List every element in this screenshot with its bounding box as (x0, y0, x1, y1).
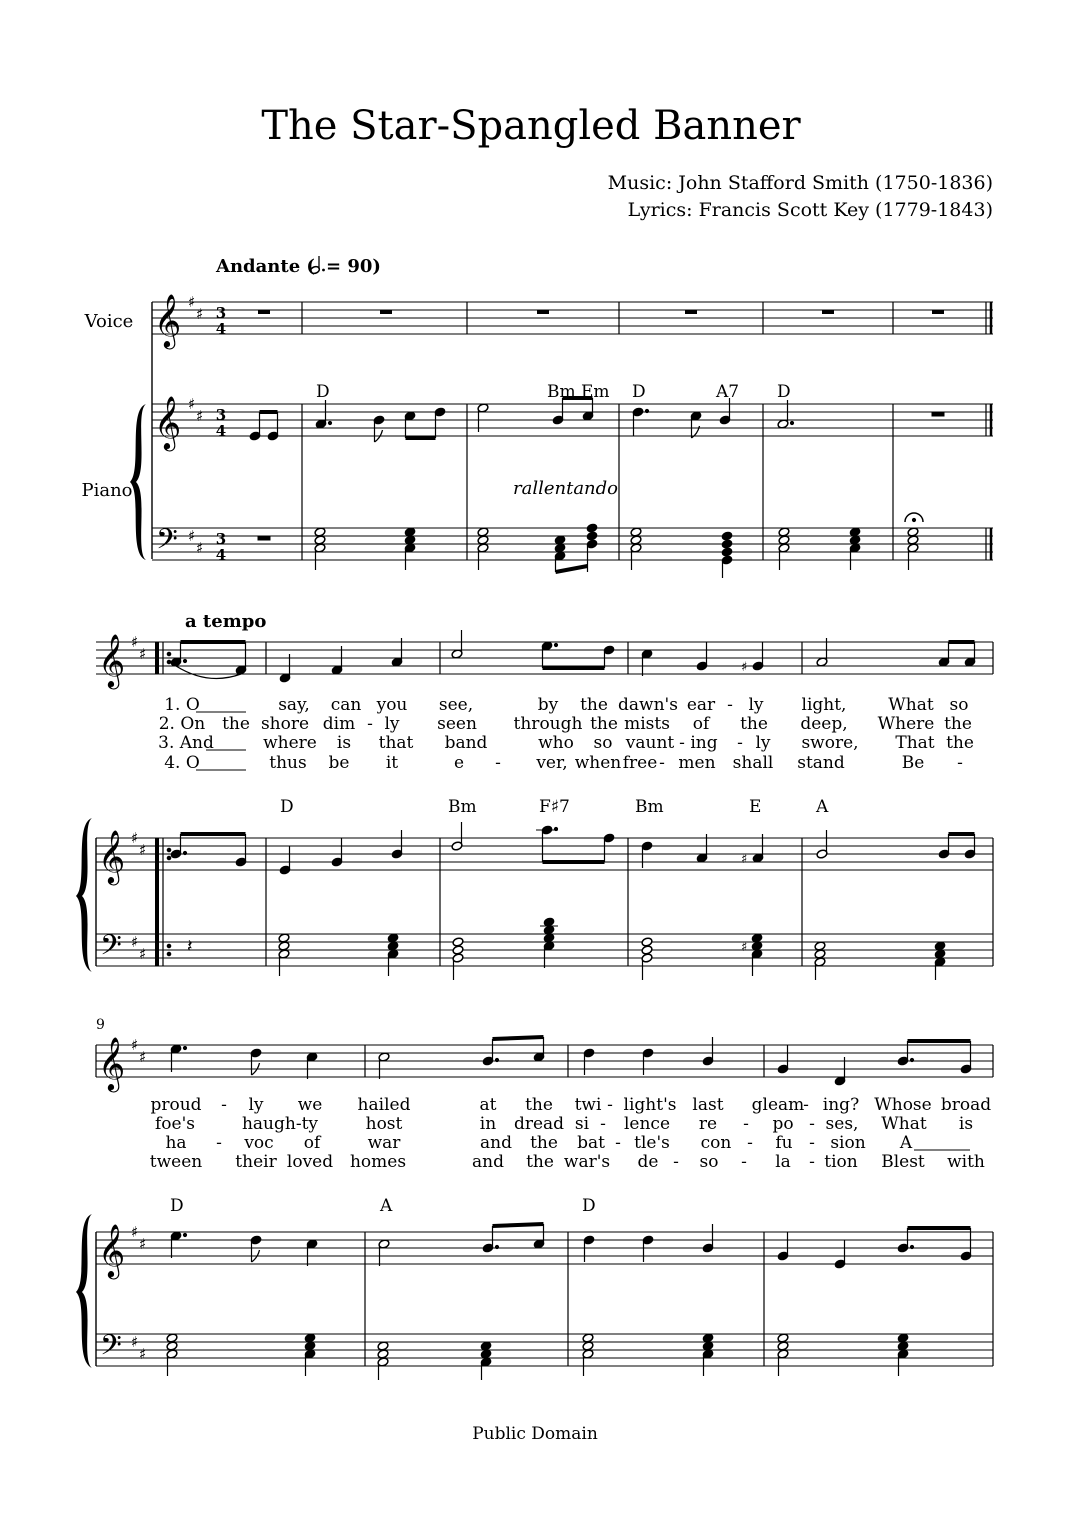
svg-text:♯: ♯ (741, 940, 748, 955)
svg-text:dread: dread (513, 1114, 565, 1134)
svg-text:you: you (376, 695, 408, 715)
system-1 (130, 293, 993, 578)
chord-symbols (170, 1196, 596, 1216)
measure-number: 9 (96, 1017, 105, 1033)
treble-clef-icon: 𝄞 (98, 829, 126, 883)
svg-text:-: - (615, 1133, 621, 1153)
license-footer: Public Domain (472, 1424, 598, 1444)
quarter-rest-icon: 𝄽 (187, 936, 193, 957)
svg-text:is: is (958, 1114, 974, 1134)
svg-text:ing?: ing? (822, 1095, 860, 1115)
svg-text:Blest: Blest (881, 1152, 925, 1172)
lyricist-credit: Lyrics: Francis Scott Key (1779-1843) (627, 199, 993, 221)
chord-symbols (316, 382, 791, 402)
svg-text:-: - (809, 1114, 815, 1134)
svg-text:♯: ♯ (131, 633, 139, 651)
svg-text:their: their (235, 1152, 277, 1172)
svg-text:4: 4 (215, 422, 227, 440)
svg-text:3. And: 3. And (158, 733, 214, 753)
svg-text:gleam: gleam (751, 1095, 805, 1115)
lyrics-system-3 (150, 1095, 991, 1172)
svg-text:That: That (895, 733, 935, 753)
lyric-verse-2 (155, 1114, 973, 1134)
svg-text:band: band (444, 733, 488, 753)
svg-text:-: - (727, 695, 733, 715)
expression-a-tempo: a tempo (185, 611, 267, 632)
svg-text:-: - (747, 1133, 753, 1153)
chord-symbols (280, 797, 829, 817)
chord-symbol: A (380, 1196, 393, 1216)
svg-text:in: in (479, 1114, 497, 1134)
svg-text:-: - (803, 1095, 809, 1115)
chord-symbol: D (170, 1196, 184, 1216)
svg-text:can: can (330, 695, 362, 715)
svg-text:ly: ly (755, 733, 771, 753)
svg-text:po: po (772, 1114, 794, 1134)
lyric-verse-1 (150, 1095, 991, 1115)
svg-text:la: la (775, 1152, 791, 1172)
svg-text:the: the (525, 1095, 553, 1115)
voice-notes (170, 630, 976, 683)
svg-text:we: we (297, 1095, 323, 1115)
svg-text:haugh-ty: haugh-ty (241, 1114, 319, 1134)
svg-text:ver,: ver, (536, 753, 568, 773)
treble-clef-icon: 𝄞 (98, 633, 126, 687)
svg-text:1. O: 1. O (164, 695, 200, 715)
svg-text:-: - (743, 1114, 749, 1134)
svg-text:♯: ♯ (139, 1235, 147, 1253)
svg-text:♯: ♯ (196, 539, 204, 557)
svg-text:when: when (574, 753, 622, 773)
chord-symbol: D (582, 1196, 596, 1216)
barlines (266, 642, 993, 966)
svg-text:proud: proud (150, 1095, 202, 1115)
svg-text:shall: shall (732, 753, 774, 773)
svg-text:broad: broad (940, 1095, 992, 1115)
svg-text:light,: light, (801, 695, 847, 715)
svg-text:who: who (538, 733, 574, 753)
piano-treble-staff (96, 838, 993, 870)
piano-lh-notes (258, 513, 923, 578)
svg-text:the: the (944, 714, 972, 734)
svg-text:♯: ♯ (131, 1333, 139, 1351)
slur (176, 666, 241, 679)
svg-text:-: - (216, 1133, 222, 1153)
piano-brace (76, 818, 92, 972)
svg-text:by: by (537, 695, 559, 715)
svg-text:be: be (328, 753, 350, 773)
chord-symbol: A7 (716, 382, 740, 402)
svg-text:What: What (881, 1114, 927, 1134)
svg-text:homes: homes (349, 1152, 407, 1172)
instrument-name-piano: Piano (81, 480, 133, 501)
svg-text:3: 3 (215, 406, 227, 424)
svg-text:hailed: hailed (357, 1095, 411, 1115)
treble-clef-icon: 𝄞 (98, 1036, 126, 1090)
lh-chord (314, 527, 326, 570)
repeat-start-barline (157, 642, 171, 966)
svg-text:-: - (679, 733, 685, 753)
svg-text:ly: ly (384, 714, 400, 734)
svg-text:the: the (740, 714, 768, 734)
barlines (365, 1045, 993, 1366)
svg-text:♯: ♯ (741, 660, 748, 675)
svg-text:♯: ♯ (131, 933, 139, 951)
svg-text:Be: Be (901, 753, 925, 773)
bass-clef-icon: 𝄢 (100, 929, 122, 969)
chord-symbol: D (316, 382, 330, 402)
piano-treble-staff (96, 1232, 993, 1264)
svg-text:so: so (699, 1152, 719, 1172)
svg-text:host: host (365, 1114, 403, 1134)
piano-rh-notes (170, 1224, 972, 1269)
score-title: The Star-Spangled Banner (261, 103, 801, 149)
svg-text:ly: ly (748, 695, 764, 715)
svg-text:the: the (946, 733, 974, 753)
svg-text:♯: ♯ (139, 645, 147, 663)
svg-text:-: - (600, 1114, 606, 1134)
svg-text:dawn's: dawn's (618, 695, 678, 715)
svg-text:de: de (637, 1152, 659, 1172)
chord-symbol: D (280, 797, 294, 817)
svg-text:of: of (303, 1133, 321, 1153)
svg-text:free: free (622, 753, 658, 773)
svg-text:sion: sion (830, 1133, 866, 1153)
svg-text:last: last (692, 1095, 724, 1115)
piano-lh-notes (187, 917, 946, 980)
piano-brace (76, 1214, 92, 1368)
svg-text:ing: ing (690, 733, 718, 753)
lyric-verse-1 (164, 695, 968, 715)
svg-text:stand: stand (797, 753, 845, 773)
chord-symbol: F♯7 (539, 797, 570, 817)
svg-text:2. On: 2. On (158, 714, 206, 734)
svg-text:A: A (899, 1133, 913, 1153)
svg-text:where: where (263, 733, 317, 753)
key-signature (131, 633, 146, 963)
svg-text:♯: ♯ (188, 527, 196, 545)
bass-clef-icon: 𝄢 (156, 523, 178, 563)
tempo-label: Andante ( (216, 256, 315, 277)
tempo-bpm: = 90) (326, 256, 381, 277)
svg-text:deep,: deep, (800, 714, 848, 734)
svg-text:war: war (367, 1133, 401, 1153)
svg-text:-: - (659, 753, 665, 773)
key-signature (188, 293, 203, 557)
chord-symbol: D (632, 382, 646, 402)
svg-text:-: - (607, 1095, 613, 1115)
svg-text:Whose: Whose (874, 1095, 932, 1115)
svg-text:♯: ♯ (131, 829, 139, 847)
chord-symbol: A (816, 797, 829, 817)
svg-text:say,: say, (278, 695, 310, 715)
svg-text:Where: Where (877, 714, 935, 734)
svg-text:♯: ♯ (139, 841, 147, 859)
svg-text:3: 3 (215, 304, 227, 322)
svg-text:fu: fu (775, 1133, 793, 1153)
treble-clef-icon: 𝄞 (154, 293, 182, 347)
svg-text:the: the (222, 714, 250, 734)
chord-symbol: Bm (635, 797, 664, 817)
svg-text:that: that (378, 733, 414, 753)
svg-text:♯: ♯ (741, 852, 748, 867)
svg-text:it: it (385, 753, 399, 773)
svg-text:3: 3 (215, 530, 227, 548)
voice-notes (170, 1037, 972, 1086)
svg-text:tion: tion (824, 1152, 858, 1172)
svg-text:seen: seen (437, 714, 477, 734)
expression-rallentando: rallentando (513, 478, 619, 499)
voice-rests (258, 310, 944, 314)
piano-brace (130, 404, 146, 560)
svg-text:of: of (692, 714, 710, 734)
svg-text:the: the (590, 714, 618, 734)
svg-text:bat: bat (577, 1133, 605, 1153)
svg-text:♯: ♯ (131, 1036, 139, 1054)
svg-text:the: the (526, 1152, 554, 1172)
svg-text:foe's: foe's (155, 1114, 195, 1134)
svg-text:and: and (480, 1133, 512, 1153)
piano-treble-staff (152, 404, 993, 436)
svg-text:mists: mists (624, 714, 670, 734)
svg-text:tle's: tle's (634, 1133, 670, 1153)
piano-bass-staff (152, 528, 993, 560)
system-2 (76, 611, 993, 980)
bass-clef-icon: 𝄢 (100, 1329, 122, 1369)
svg-text:-: - (495, 753, 501, 773)
svg-text:4. O: 4. O (164, 753, 200, 773)
svg-text:ear: ear (686, 695, 716, 715)
svg-text:the: the (530, 1133, 558, 1153)
svg-text:lence: lence (623, 1114, 671, 1134)
voice-staff (152, 302, 993, 334)
lyric-verse-2 (159, 714, 972, 734)
svg-text:♯: ♯ (188, 395, 196, 413)
svg-text:-: - (221, 1095, 227, 1115)
svg-text:is: is (336, 733, 352, 753)
lyric-verse-3 (158, 733, 974, 753)
svg-text:so: so (593, 733, 613, 753)
svg-text:vaunt: vaunt (625, 733, 675, 753)
svg-text:♯: ♯ (196, 305, 204, 323)
svg-text:swore,: swore, (801, 733, 859, 753)
composer-credit: Music: John Stafford Smith (1750-1836) (607, 172, 993, 194)
svg-text:-: - (673, 1152, 679, 1172)
svg-text:ly: ly (248, 1095, 264, 1115)
svg-text:si: si (574, 1114, 590, 1134)
svg-text:light's: light's (623, 1095, 677, 1115)
svg-text:-: - (737, 733, 743, 753)
svg-text:the: the (580, 695, 608, 715)
piano-lh-notes (166, 1333, 909, 1380)
instrument-name-voice: Voice (84, 311, 134, 332)
svg-text:♯: ♯ (139, 945, 147, 963)
svg-text:-: - (367, 714, 373, 734)
svg-text:e: e (453, 753, 465, 773)
svg-text:voc: voc (244, 1133, 274, 1153)
piano-bass-staff (96, 1334, 993, 1366)
svg-text:What: What (888, 695, 934, 715)
svg-text:see,: see, (438, 695, 474, 715)
svg-text:♯: ♯ (196, 407, 204, 425)
svg-text:con: con (700, 1133, 732, 1153)
svg-text:twi: twi (574, 1095, 602, 1115)
lyric-verse-3 (165, 1133, 970, 1153)
svg-text:men: men (678, 753, 716, 773)
treble-clef-icon: 𝄞 (154, 395, 182, 449)
treble-clef-icon: 𝄞 (98, 1223, 126, 1277)
svg-text:war's: war's (563, 1152, 611, 1172)
svg-text:-: - (741, 1152, 747, 1172)
chord-symbol: Bm (547, 382, 576, 402)
svg-text:so: so (949, 695, 969, 715)
svg-text:tween: tween (149, 1152, 203, 1172)
chord-symbol: E (749, 797, 762, 817)
lyric-verse-4 (150, 1152, 985, 1172)
svg-text:4: 4 (215, 320, 227, 338)
lyric-verse-4 (164, 753, 963, 773)
lyrics-system-2 (158, 695, 974, 773)
svg-text:shore: shore (260, 714, 310, 734)
svg-text:♯: ♯ (139, 1048, 147, 1066)
svg-text:♯: ♯ (131, 1223, 139, 1241)
svg-text:and: and (472, 1152, 504, 1172)
svg-text:dim: dim (322, 714, 356, 734)
svg-text:loved: loved (286, 1152, 334, 1172)
key-signature (131, 1036, 146, 1363)
tempo-marking (215, 256, 381, 277)
svg-text:thus: thus (269, 753, 307, 773)
voice-staff (96, 1045, 993, 1077)
time-signature (216, 304, 226, 564)
svg-text:♯: ♯ (139, 1345, 147, 1363)
svg-text:at: at (479, 1095, 497, 1115)
svg-text:ha: ha (165, 1133, 187, 1153)
piano-rh-notes (170, 822, 976, 875)
chord-symbol: Em (581, 382, 610, 402)
system-3 (76, 1017, 993, 1380)
svg-text:♯: ♯ (188, 293, 196, 311)
svg-text:-: - (809, 1152, 815, 1172)
svg-text:with: with (947, 1152, 985, 1172)
svg-text:-: - (957, 753, 963, 773)
svg-text:re: re (698, 1114, 718, 1134)
svg-text:4: 4 (215, 546, 227, 564)
chord-symbol: Bm (448, 797, 477, 817)
svg-text:ses,: ses, (825, 1114, 859, 1134)
svg-text:through: through (513, 714, 583, 734)
chord-symbol: D (777, 382, 791, 402)
svg-text:-: - (809, 1133, 815, 1153)
